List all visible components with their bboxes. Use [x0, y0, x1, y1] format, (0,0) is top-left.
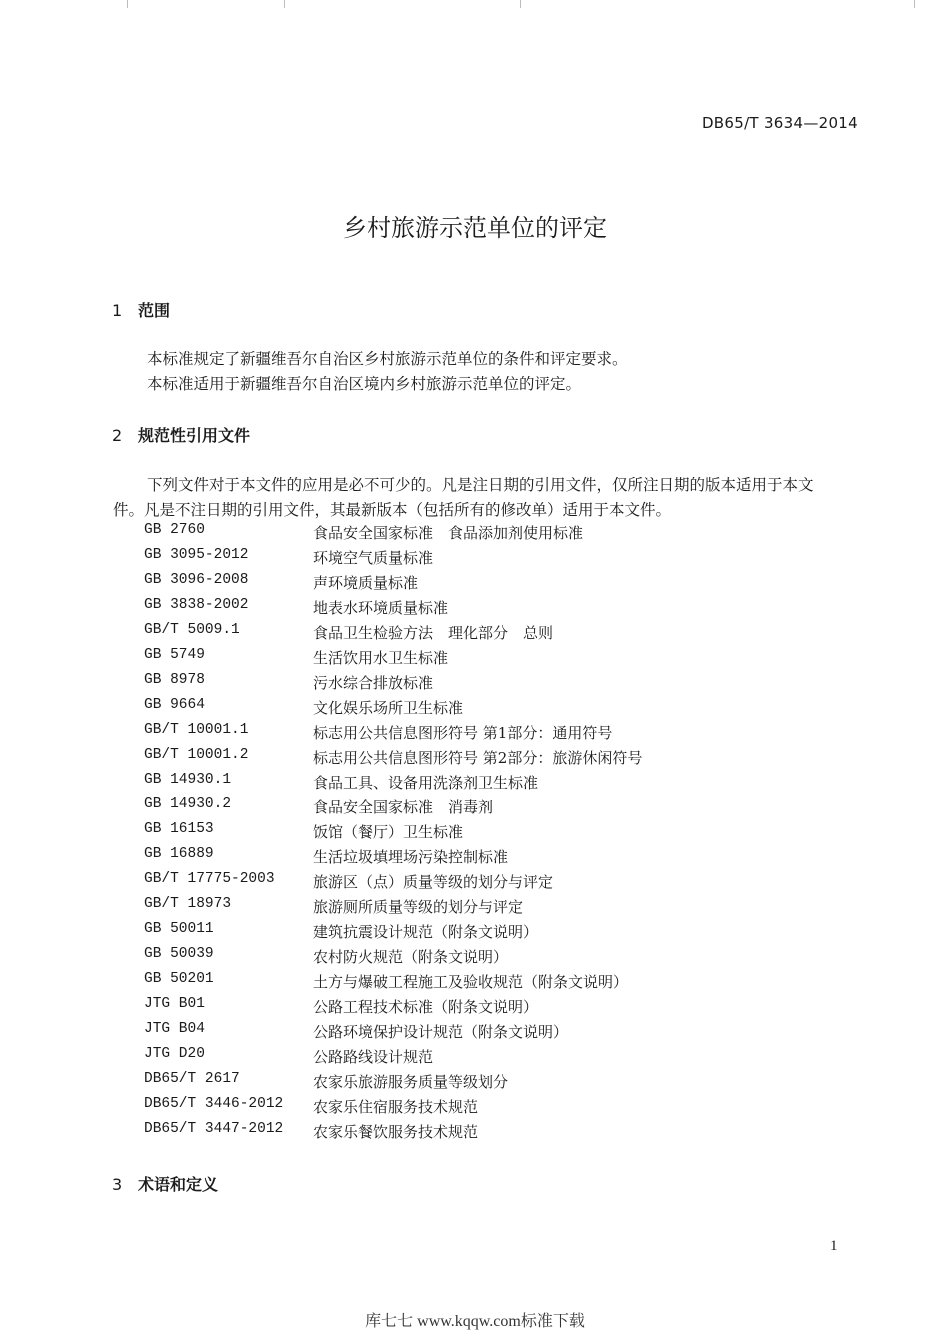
scan-artifact — [520, 0, 521, 8]
reference-title: 公路环境保护设计规范（附条文说明） — [313, 1023, 569, 1041]
section-heading-normative-references — [112, 423, 250, 446]
section-heading-terms — [112, 1172, 218, 1195]
reference-title: 公路工程技术标准（附条文说明） — [313, 998, 539, 1017]
document-id: DB65/T 3634—2014 — [701, 114, 858, 132]
reference-code: GB 3096-2008 — [144, 571, 249, 588]
reference-title: 建筑抗震设计规范（附条文说明） — [313, 923, 539, 942]
reference-code: GB/T 17775-2003 — [144, 871, 275, 888]
reference-title: 农村防火规范（附条文说明） — [313, 948, 509, 967]
section-title: 术语和定义 — [138, 1175, 219, 1194]
reference-title: 文化娱乐场所卫生标准 — [313, 698, 464, 717]
reference-title: 旅游区（点）质量等级的划分与评定 — [313, 873, 554, 892]
section-number: 1 — [112, 301, 123, 320]
section-title: 范围 — [138, 301, 171, 320]
reference-code: JTG D20 — [144, 1045, 205, 1062]
reference-code: DB65/T 3446-2012 — [144, 1095, 284, 1112]
reference-code: GB/T 18973 — [144, 896, 232, 913]
reference-title: 食品工具、设备用洗涤剂卫生标准 — [313, 773, 539, 792]
reference-code: GB/T 5009.1 — [144, 621, 240, 638]
reference-title: 食品安全国家标准 食品添加剂使用标准 — [313, 524, 584, 542]
reference-title: 环境空气质量标准 — [313, 548, 434, 567]
reference-title: 污水综合排放标准 — [313, 673, 434, 692]
reference-title: 标志用公共信息图形符号 第1部分：通用符号 — [313, 723, 613, 742]
reference-title: 旅游厕所质量等级的划分与评定 — [313, 898, 524, 917]
section-number: 2 — [112, 426, 123, 445]
reference-code: GB 5749 — [144, 646, 205, 663]
reference-code: DB65/T 2617 — [144, 1070, 240, 1087]
scan-artifact — [914, 0, 915, 8]
reference-code: GB 50201 — [144, 971, 214, 988]
reference-title: 地表水环境质量标准 — [313, 598, 449, 617]
reference-title: 标志用公共信息图形符号 第2部分：旅游休闲符号 — [313, 748, 643, 767]
section-title: 规范性引用文件 — [138, 426, 251, 445]
reference-code: GB 50011 — [144, 921, 214, 938]
page-number: 1 — [830, 1238, 838, 1254]
reference-code: GB 3838-2002 — [144, 596, 249, 613]
reference-code: GB 2760 — [144, 522, 205, 538]
section-heading-scope — [112, 298, 170, 321]
refs-intro-line-1: 下列文件对于本文件的应用是必不可少的。凡是注日期的引用文件，仅所注日期的版本适用于本文 — [147, 476, 814, 494]
reference-code: GB 16889 — [144, 846, 214, 863]
reference-code: JTG B01 — [144, 996, 205, 1013]
reference-code: GB 8978 — [144, 671, 205, 688]
scan-artifact — [284, 0, 285, 8]
reference-code: GB 14930.2 — [144, 796, 232, 813]
scope-paragraph: 本标准适用于新疆维吾尔自治区境内乡村旅游示范单位的评定。 — [147, 375, 582, 393]
reference-code: GB 9664 — [144, 696, 205, 713]
reference-title: 生活饮用水卫生标准 — [313, 648, 449, 667]
reference-code: DB65/T 3447-2012 — [144, 1120, 284, 1137]
reference-title: 土方与爆破工程施工及验收规范（附条文说明） — [313, 973, 629, 992]
scope-paragraph: 本标准规定了新疆维吾尔自治区乡村旅游示范单位的条件和评定要求。 — [147, 350, 628, 368]
reference-title: 农家乐旅游服务质量等级划分 — [313, 1072, 509, 1091]
reference-code: GB/T 10001.1 — [144, 721, 249, 738]
section-number: 3 — [112, 1175, 123, 1194]
reference-code: GB 14930.1 — [144, 771, 232, 788]
reference-title: 食品卫生检验方法 理化部分 总则 — [313, 623, 554, 642]
footer-watermark: 库七七 www.kqqw.com标准下载 — [365, 1313, 585, 1330]
reference-code: JTG B04 — [144, 1021, 205, 1037]
reference-title: 农家乐住宿服务技术规范 — [313, 1097, 479, 1116]
reference-title: 公路路线设计规范 — [313, 1047, 434, 1066]
refs-intro-line-2: 件。凡是不注日期的引用文件，其最新版本（包括所有的修改单）适用于本文件。 — [113, 501, 672, 519]
reference-code: GB 16153 — [144, 821, 214, 838]
reference-title: 生活垃圾填埋场污染控制标准 — [313, 848, 509, 867]
reference-code: GB 50039 — [144, 946, 214, 963]
reference-code: GB 3095-2012 — [144, 546, 249, 563]
reference-title: 农家乐餐饮服务技术规范 — [313, 1122, 479, 1141]
reference-code: GB/T 10001.2 — [144, 746, 249, 763]
reference-title: 食品安全国家标准 消毒剂 — [313, 798, 494, 817]
scan-artifact — [127, 0, 128, 8]
reference-title: 饭馆（餐厅）卫生标准 — [313, 823, 464, 842]
page-title: 乡村旅游示范单位的评定 — [343, 214, 607, 242]
reference-title: 声环境质量标准 — [313, 573, 419, 592]
